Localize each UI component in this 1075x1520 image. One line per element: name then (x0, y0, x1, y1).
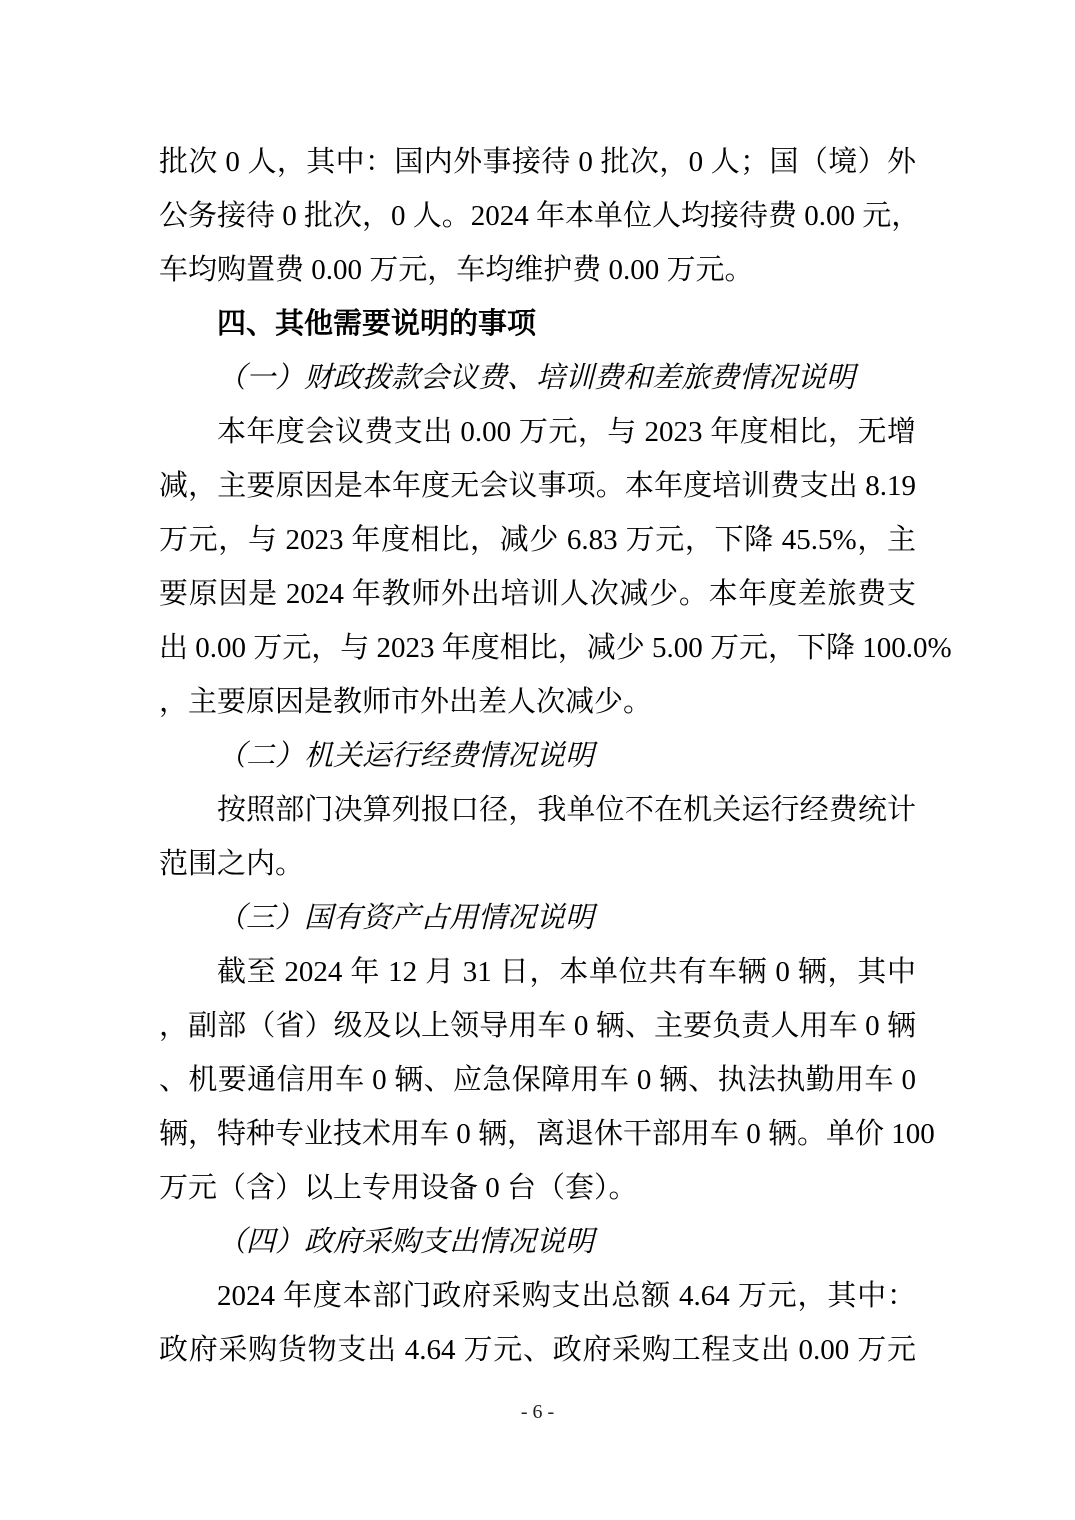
subsection-heading-state-assets: （三）国有资产占用情况说明 (217, 902, 595, 934)
paragraph-line: 万元（含）以上专用设备 0 台（套）。 (159, 1172, 638, 1204)
paragraph-line: 范围之内。 (159, 848, 305, 880)
paragraph-line: 本年度会议费支出 0.00 万元，与 2023 年度相比，无增 (217, 416, 916, 448)
paragraph-line: 出 0.00 万元，与 2023 年度相比，减少 5.00 万元，下降 100.0% (159, 632, 952, 664)
paragraph-line: 截至 2024 年 12 月 31 日，本单位共有车辆 0 辆，其中 (217, 956, 916, 988)
paragraph-line: 批次 0 人，其中：国内外事接待 0 批次，0 人；国（境）外 (159, 146, 916, 178)
paragraph-line: ，主要原因是教师市外出差人次减少。 (159, 686, 653, 718)
paragraph-line: 公务接待 0 批次，0 人。2024 年本单位人均接待费 0.00 元， (159, 200, 921, 232)
subsection-heading-gov-procurement: （四）政府采购支出情况说明 (217, 1226, 595, 1258)
page-number: - 6 - (520, 1401, 555, 1423)
document-body-text (159, 135, 952, 1377)
subsection-heading-operating-funds: （二）机关运行经费情况说明 (217, 740, 595, 772)
section-heading-other-items: 四、其他需要说明的事项 (217, 308, 537, 340)
paragraph-line: 按照部门决算列报口径，我单位不在机关运行经费统计 (217, 794, 916, 826)
paragraph-line: ，副部（省）级及以上领导用车 0 辆、主要负责人用车 0 辆 (159, 1010, 916, 1042)
paragraph-line: 2024 年度本部门政府采购支出总额 4.64 万元，其中： (217, 1280, 916, 1312)
paragraph-line: 辆，特种专业技术用车 0 辆，离退休干部用车 0 辆。单价 100 (159, 1118, 935, 1150)
paragraph-line: 、机要通信用车 0 辆、应急保障用车 0 辆、执法执勤用车 0 (159, 1064, 916, 1096)
paragraph-line: 车均购置费 0.00 万元，车均维护费 0.00 万元。 (159, 254, 754, 286)
paragraph-line: 减，主要原因是本年度无会议事项。本年度培训费支出 8.19 (159, 470, 916, 502)
paragraph-line: 要原因是 2024 年教师外出培训人次减少。本年度差旅费支 (159, 578, 916, 610)
paragraph-line: 万元，与 2023 年度相比，减少 6.83 万元，下降 45.5%，主 (159, 524, 916, 556)
paragraph-line: 政府采购货物支出 4.64 万元、政府采购工程支出 0.00 万元 (159, 1334, 916, 1366)
subsection-heading-meeting-training-travel: （一）财政拨款会议费、培训费和差旅费情况说明 (217, 362, 856, 394)
